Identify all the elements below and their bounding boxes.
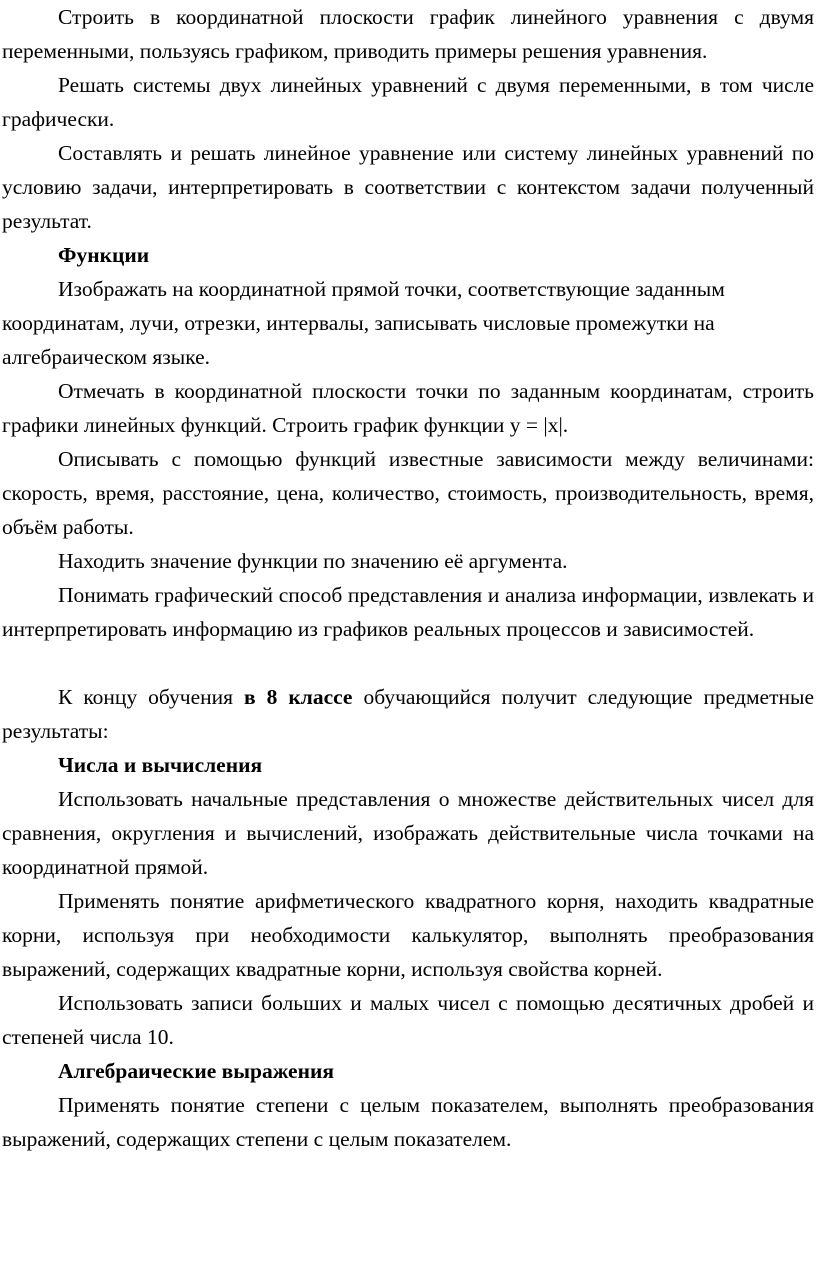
paragraph-graph-information: Понимать графический способ представления и анализа информации, извлекать и интерпретировать информацию из графиков реальных процессов и зависимостей. xyxy=(2,583,814,641)
heading-functions: Функции xyxy=(58,243,150,267)
heading-numbers-calculations: Числа и вычисления xyxy=(58,753,263,777)
paragraph-coordinate-plane: Отмечать в координатной плоскости точки по заданным координатам, строить графики линейных функций. Строить график функции y = |x|. xyxy=(2,379,814,437)
paragraph-word-problems: Составлять и решать линейное уравнение или систему линейных уравнений по условию задачи, интерпретировать в соответствии с контекстом задачи полученный результат. xyxy=(2,141,814,233)
blank-line xyxy=(2,646,814,680)
heading-algebraic-expressions: Алгебраические выражения xyxy=(58,1059,334,1083)
paragraph-linear-systems: Решать системы двух линейных уравнений с двумя переменными, в том числе графически. xyxy=(2,73,814,131)
paragraph-real-numbers: Использовать начальные представления о множестве действительных чисел для сравнения, округления и вычислений, изображать действительные числа точками на координатной прямой. xyxy=(2,787,814,879)
paragraph-function-value: Находить значение функции по значению её аргумента. xyxy=(58,549,568,573)
paragraph-grade-8-intro xyxy=(2,680,814,748)
paragraph-large-small-numbers: Использовать записи больших и малых чисел с помощью десятичных дробей и степеней числа 10. xyxy=(2,991,814,1049)
paragraph-integer-powers: Применять понятие степени с целым показателем, выполнять преобразования выражений, содержащих степени с целым показателем. xyxy=(2,1093,814,1151)
intro-text-after: обучающийся получит следующие предметные результаты: xyxy=(2,685,814,743)
paragraph-dependencies: Описывать с помощью функций известные зависимости между величинами: скорость, время, расстояние, цена, количество, стоимость, производительность, время, объём работы. xyxy=(2,447,814,539)
paragraph-number-line: Изображать на координатной прямой точки, соответствующие заданным координатам, лучи, отрезки, интервалы, записывать числовые промежутки на алгебраическом языке. xyxy=(2,277,725,369)
intro-grade-bold: в 8 классе xyxy=(244,685,353,709)
paragraph-square-roots: Применять понятие арифметического квадратного корня, находить квадратные корни, используя при необходимости калькулятор, выполнять преобразования выражений, содержащих квадратные корни, используя свойства корней. xyxy=(2,889,814,981)
intro-text-before: К концу обучения xyxy=(58,685,245,709)
paragraph-linear-equation-graph: Строить в координатной плоскости график линейного уравнения с двумя переменными, пользуясь графиком, приводить примеры решения уравнения. xyxy=(2,5,814,63)
